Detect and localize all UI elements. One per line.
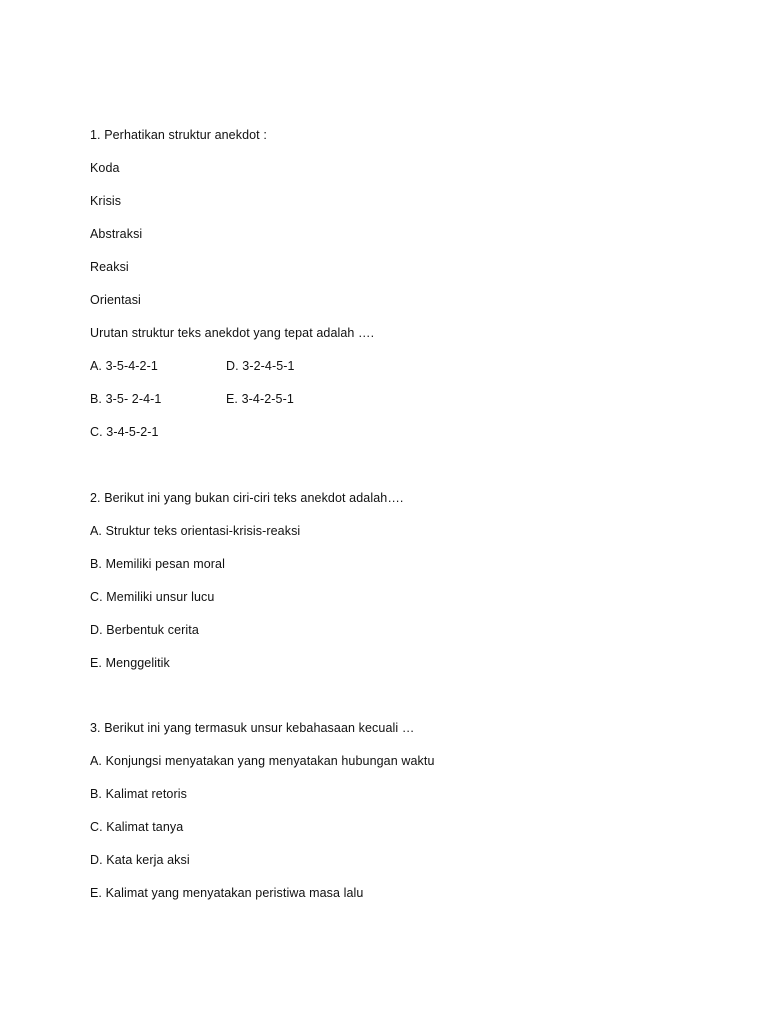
question-1-option-a: A. 3-5-4-2-1 (90, 359, 158, 373)
structure-item-5: Orientasi (90, 293, 141, 307)
question-2-option-c: C. Memiliki unsur lucu (90, 590, 215, 604)
question-1-text: 1. Perhatikan struktur anekdot : (90, 128, 267, 142)
structure-item-3: Abstraksi (90, 227, 143, 241)
question-3-option-c: C. Kalimat tanya (90, 820, 184, 834)
question-3-option-a: A. Konjungsi menyatakan yang menyatakan hubungan waktu (90, 754, 435, 768)
question-2-option-e: E. Menggelitik (90, 656, 170, 670)
question-2-option-d: D. Berbentuk cerita (90, 623, 199, 637)
question-1-option-c: C. 3-4-5-2-1 (90, 425, 159, 439)
structure-item-4: Reaksi (90, 260, 129, 274)
question-3-text: 3. Berikut ini yang termasuk unsur kebahasaan kecuali … (90, 721, 415, 735)
structure-item-1: Koda (90, 161, 120, 175)
structure-item-2: Krisis (90, 194, 122, 208)
question-2-text: 2. Berikut ini yang bukan ciri-ciri teks anekdot adalah…. (90, 491, 404, 505)
question-1-option-d: D. 3-2-4-5-1 (226, 359, 295, 373)
question-3-option-e: E. Kalimat yang menyatakan peristiwa masa lalu (90, 886, 364, 900)
question-2-option-b: B. Memiliki pesan moral (90, 557, 225, 571)
question-2-option-a: A. Struktur teks orientasi-krisis-reaksi (90, 524, 301, 538)
question-1-prompt: Urutan struktur teks anekdot yang tepat adalah …. (90, 326, 375, 340)
question-1-option-b: B. 3-5- 2-4-1 (90, 392, 162, 406)
question-1-option-e: E. 3-4-2-5-1 (226, 392, 294, 406)
question-3-option-d: D. Kata kerja aksi (90, 853, 190, 867)
question-3-option-b: B. Kalimat retoris (90, 787, 187, 801)
